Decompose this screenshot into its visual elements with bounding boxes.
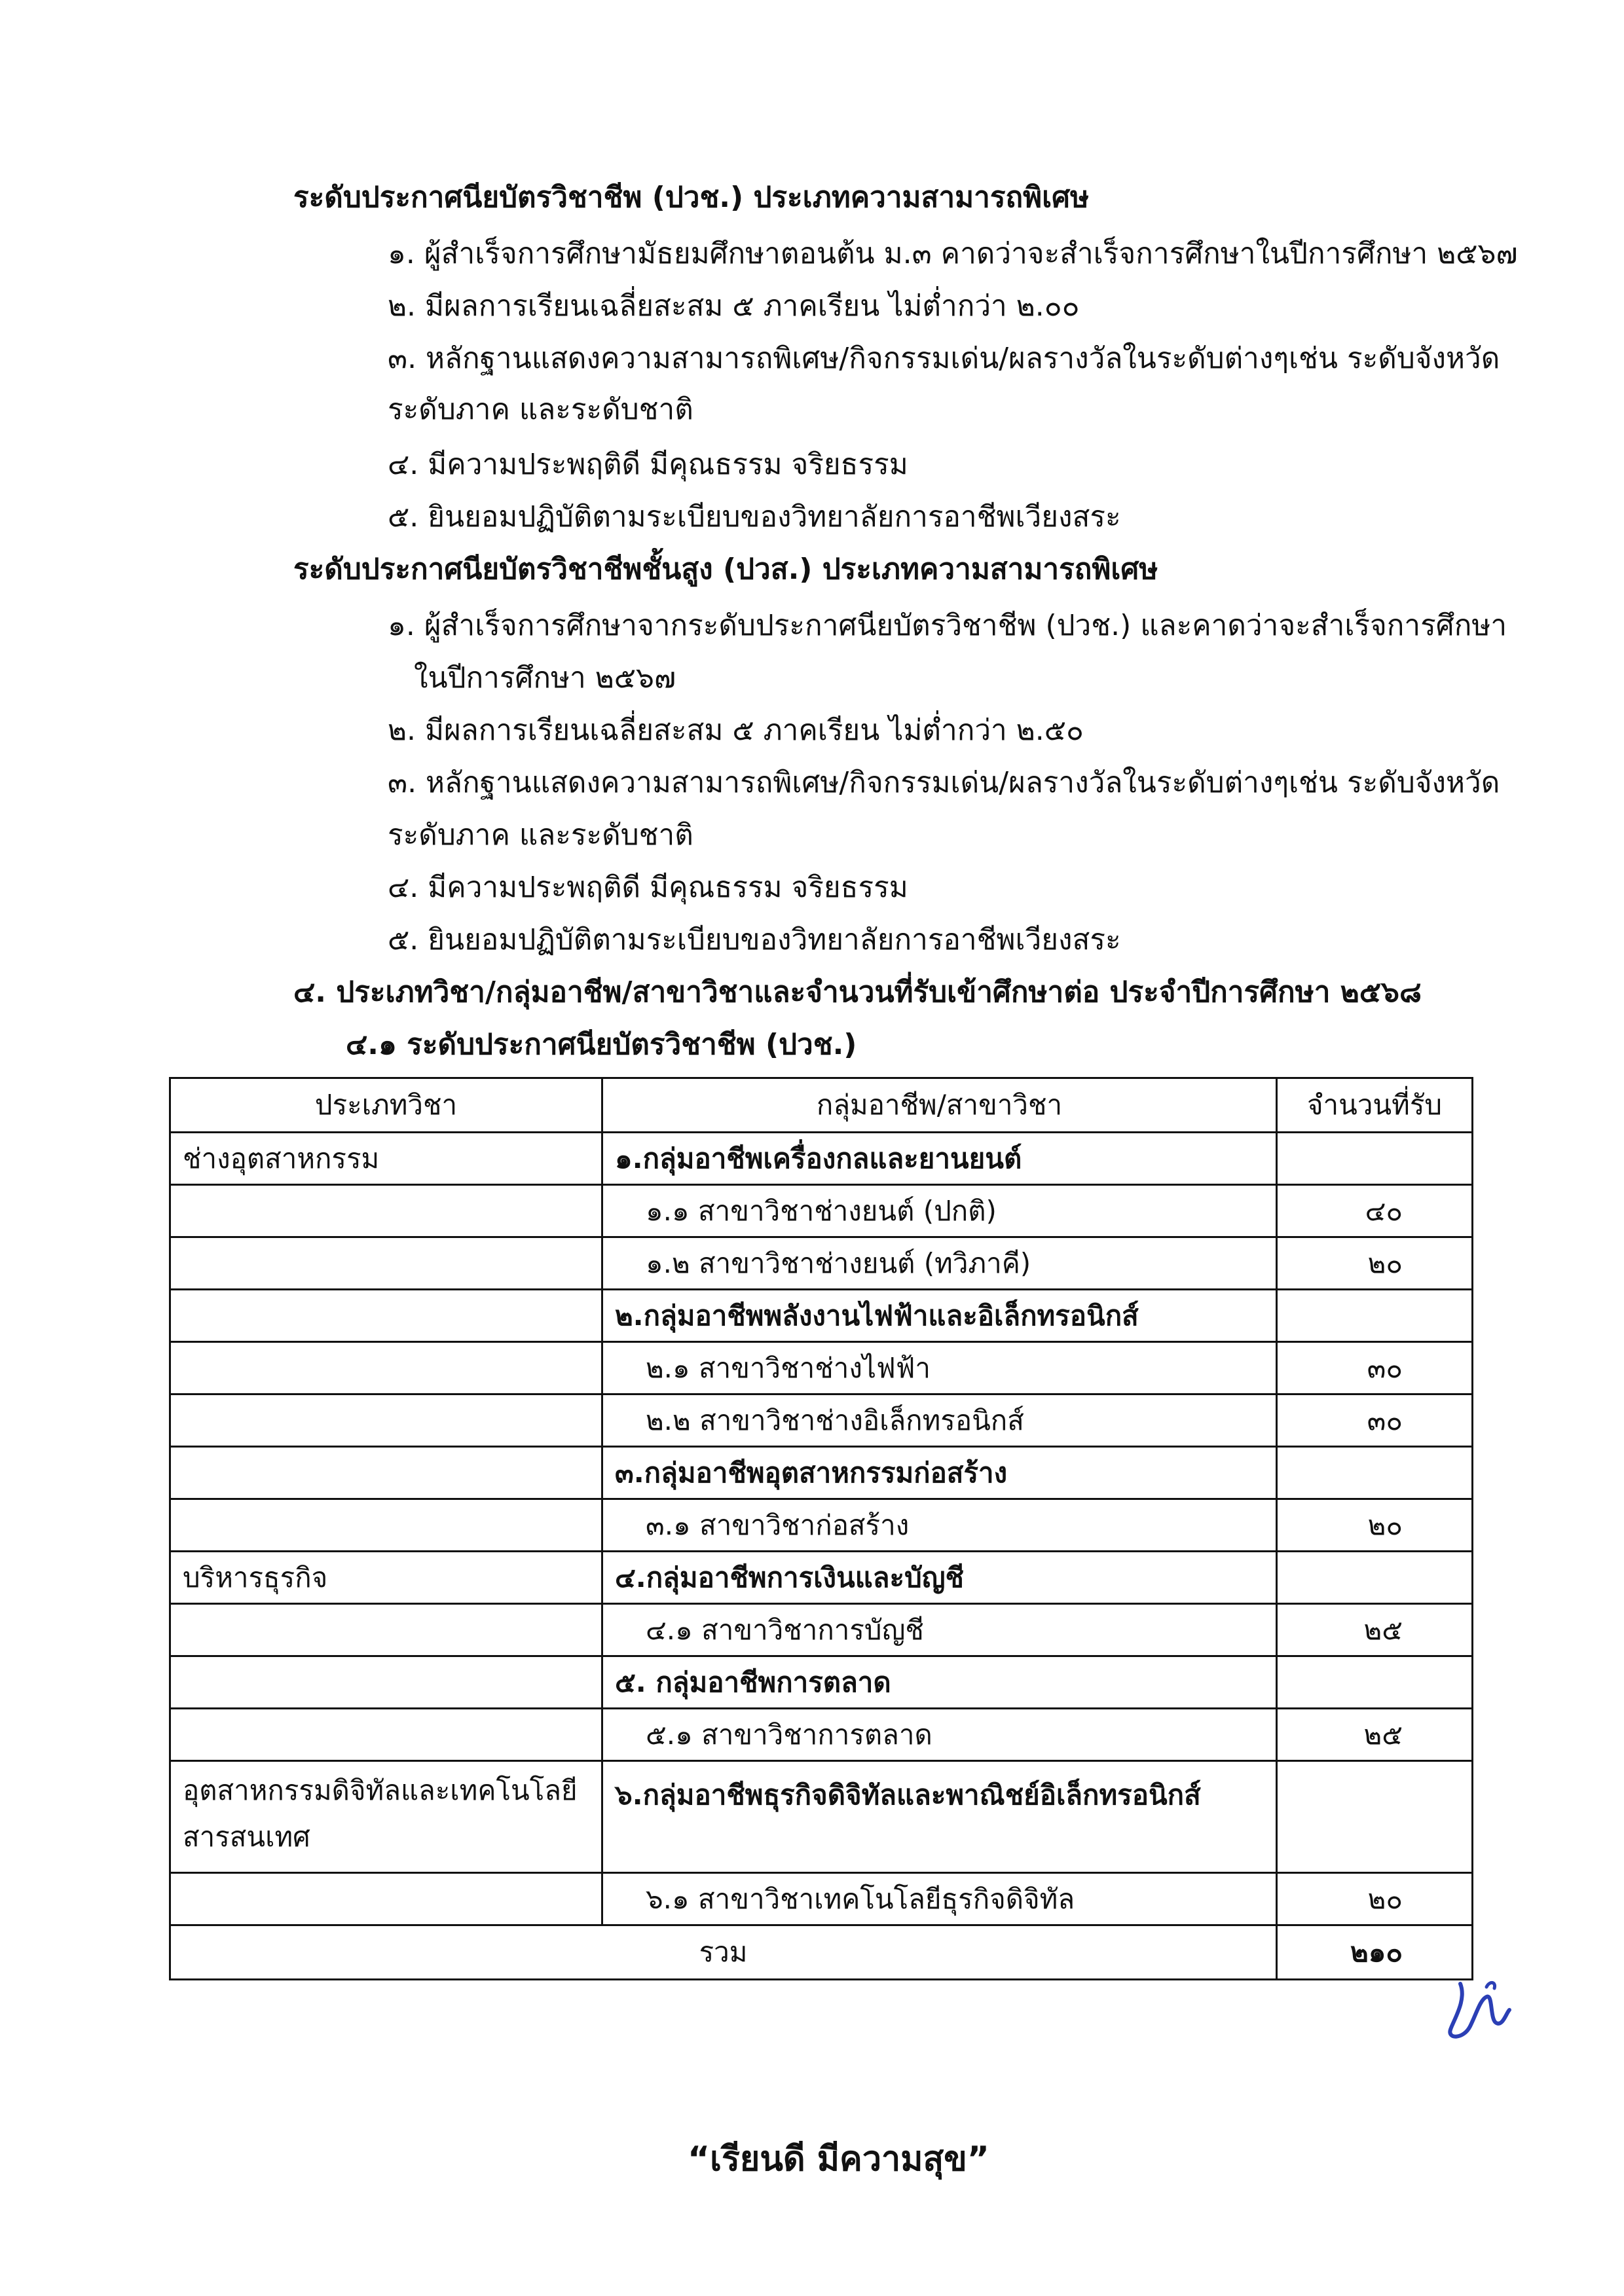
pvc-item-1: ๑. ผู้สำเร็จการศึกษามัธยมศึกษาตอนต้น ม.๓ คาดว่าจะสำเร็จการศึกษาในปีการศึกษา ๒๕๖๗: [388, 237, 1518, 270]
table-row: [170, 1499, 1473, 1552]
pvs-item-1-cont: ในปีการศึกษา ๒๕๖๗: [414, 661, 676, 695]
header-count: จำนวนที่รับ: [1277, 1078, 1473, 1133]
cell-program: ๒.๒ สาขาวิชาช่างอิเล็กทรอนิกส์: [602, 1394, 1277, 1447]
cell-count: ๓๐: [1277, 1342, 1473, 1394]
table-row: [170, 1656, 1473, 1709]
table-row: [170, 1237, 1473, 1290]
table-row: [170, 1394, 1473, 1447]
cell-type: ช่างอุตสาหกรรม: [170, 1133, 602, 1185]
cell-type: [170, 1656, 602, 1709]
handwritten-signature: [1441, 1974, 1519, 2046]
pvs-item-1: ๑. ผู้สำเร็จการศึกษาจากระดับประกาศนียบัตรวิชาชีพ (ปวช.) และคาดว่าจะสำเร็จการศึกษา: [388, 609, 1507, 642]
pvs-item-3: ๓. หลักฐานแสดงความสามารถพิเศษ/กิจกรรมเด่น/ผลรางวัลในระดับต่างๆเช่น ระดับจังหวัด: [388, 766, 1500, 799]
admission-table: [169, 1077, 1473, 1980]
cell-type: [170, 1709, 602, 1761]
cell-count: [1277, 1290, 1473, 1342]
section-pvs-title: ระดับประกาศนียบัตรวิชาชีพชั้นสูง (ปวส.) ประเภทความสามารถพิเศษ: [293, 553, 1158, 586]
pvc-item-2: ๒. มีผลการเรียนเฉลี่ยสะสม ๕ ภาคเรียน ไม่ต่ำกว่า ๒.๐๐: [388, 289, 1080, 323]
cell-type: [170, 1185, 602, 1237]
total-label: รวม: [170, 1925, 1277, 1980]
table-header-row: [170, 1078, 1473, 1133]
pvc-item-4: ๔. มีความประพฤติดี มีคุณธรรม จริยธรรม: [388, 448, 908, 481]
cell-count: ๒๕: [1277, 1604, 1473, 1656]
cell-program: ๒.๑ สาขาวิชาช่างไฟฟ้า: [602, 1342, 1277, 1394]
table-total-row: [170, 1925, 1473, 1980]
cell-count: [1277, 1133, 1473, 1185]
cell-count: [1277, 1447, 1473, 1499]
cell-type: [170, 1499, 602, 1552]
cell-program: ๖.กลุ่มอาชีพธุรกิจดิจิทัลและพาณิชย์อิเล็กทรอนิกส์: [602, 1761, 1277, 1873]
cell-count: ๒๐: [1277, 1873, 1473, 1925]
cell-type: [170, 1237, 602, 1290]
cell-type: [170, 1290, 602, 1342]
pvc-item-5: ๕. ยินยอมปฏิบัติตามระเบียบของวิทยาลัยการอาชีพเวียงสระ: [388, 500, 1121, 534]
pvc-item-3-cont: ระดับภาค และระดับชาติ: [388, 393, 693, 426]
cell-count: ๒๐: [1277, 1499, 1473, 1552]
cell-count: ๔๐: [1277, 1185, 1473, 1237]
cell-program: ๒.กลุ่มอาชีพพลังงานไฟฟ้าและอิเล็กทรอนิกส์: [602, 1290, 1277, 1342]
cell-count: ๒๕: [1277, 1709, 1473, 1761]
cell-program: ๓.๑ สาขาวิชาก่อสร้าง: [602, 1499, 1277, 1552]
cell-program: ๔.๑ สาขาวิชาการบัญชี: [602, 1604, 1277, 1656]
cell-count: ๒๐: [1277, 1237, 1473, 1290]
pvs-item-3-cont: ระดับภาค และระดับชาติ: [388, 818, 693, 852]
cell-type: [170, 1873, 602, 1925]
table-row: [170, 1185, 1473, 1237]
header-type: ประเภทวิชา: [170, 1078, 602, 1133]
cell-type: [170, 1394, 602, 1447]
pvs-item-4: ๔. มีความประพฤติดี มีคุณธรรม จริยธรรม: [388, 871, 908, 904]
table-row: [170, 1447, 1473, 1499]
table-row: [170, 1604, 1473, 1656]
motto: “เรียนดี มีความสุข”: [688, 2140, 989, 2179]
cell-program: ๑.๒ สาขาวิชาช่างยนต์ (ทวิภาคี): [602, 1237, 1277, 1290]
table-row: [170, 1342, 1473, 1394]
cell-type: อุตสาหกรรมดิจิทัลและเทคโนโลยีสารสนเทศ: [170, 1761, 602, 1873]
cell-type: [170, 1342, 602, 1394]
table-row: [170, 1552, 1473, 1604]
section41-title: ๔.๑ ระดับประกาศนียบัตรวิชาชีพ (ปวช.): [346, 1028, 857, 1061]
pvs-item-2: ๒. มีผลการเรียนเฉลี่ยสะสม ๕ ภาคเรียน ไม่ต่ำกว่า ๒.๕๐: [388, 714, 1084, 747]
table-row: [170, 1290, 1473, 1342]
cell-program: ๔.กลุ่มอาชีพการเงินและบัญชี: [602, 1552, 1277, 1604]
table-row: [170, 1873, 1473, 1925]
cell-program: ๕. กลุ่มอาชีพการตลาด: [602, 1656, 1277, 1709]
cell-count: ๓๐: [1277, 1394, 1473, 1447]
table-row: [170, 1709, 1473, 1761]
table-row: [170, 1761, 1473, 1873]
header-program: กลุ่มอาชีพ/สาขาวิชา: [602, 1078, 1277, 1133]
cell-program: ๓.กลุ่มอาชีพอุตสาหกรรมก่อสร้าง: [602, 1447, 1277, 1499]
section4-title: ๔. ประเภทวิชา/กลุ่มอาชีพ/สาขาวิชาและจำนวนที่รับเข้าศึกษาต่อ ประจำปีการศึกษา ๒๕๖๘: [293, 975, 1422, 1009]
cell-count: [1277, 1552, 1473, 1604]
pvc-item-3: ๓. หลักฐานแสดงความสามารถพิเศษ/กิจกรรมเด่น/ผลรางวัลในระดับต่างๆเช่น ระดับจังหวัด: [388, 342, 1500, 375]
cell-type: [170, 1447, 602, 1499]
cell-type: บริหารธุรกิจ: [170, 1552, 602, 1604]
section-pvc-title: ระดับประกาศนียบัตรวิชาชีพ (ปวช.) ประเภทความสามารถพิเศษ: [293, 181, 1090, 214]
cell-count: [1277, 1761, 1473, 1873]
cell-program: ๑.๑ สาขาวิชาช่างยนต์ (ปกติ): [602, 1185, 1277, 1237]
cell-program: ๖.๑ สาขาวิชาเทคโนโลยีธุรกิจดิจิทัล: [602, 1873, 1277, 1925]
cell-program: ๕.๑ สาขาวิชาการตลาด: [602, 1709, 1277, 1761]
cell-type: [170, 1604, 602, 1656]
cell-count: [1277, 1656, 1473, 1709]
table-row: [170, 1133, 1473, 1185]
total-value: ๒๑๐: [1277, 1925, 1473, 1980]
cell-program: ๑.กลุ่มอาชีพเครื่องกลและยานยนต์: [602, 1133, 1277, 1185]
pvs-item-5: ๕. ยินยอมปฏิบัติตามระเบียบของวิทยาลัยการอาชีพเวียงสระ: [388, 923, 1121, 957]
